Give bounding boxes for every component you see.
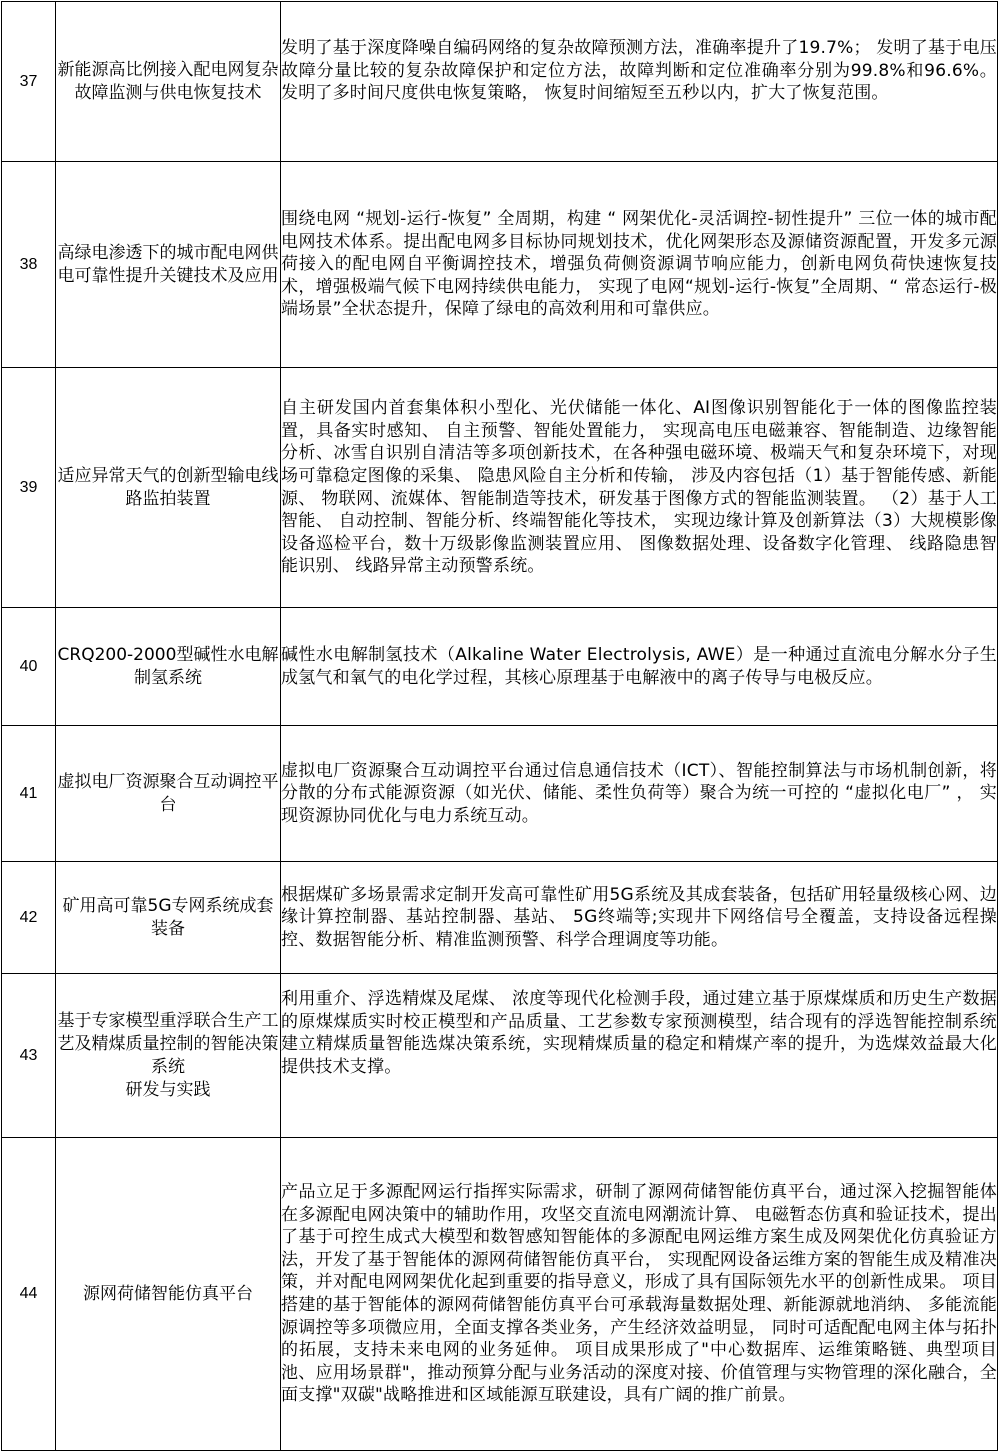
project-name: 虚拟电厂资源聚合互动调控平台 xyxy=(56,726,281,862)
table-row xyxy=(2,608,998,726)
project-description: 碱性水电解制氢技术（Alkaline Water Electrolysis, AWE）是一种通过直流电分解水分子生成氢气和氧气的电化学过程，其核心原理基于电解液中的离子传导与电极反应。 xyxy=(281,608,998,726)
table-row xyxy=(2,162,998,368)
project-description: 围绕电网 “规划-运行-恢复” 全周期，构建 “ 网架优化-灵活调控-韧性提升” 三位一体的城市配电网技术体系。提出配电网多目标协同规划技术，优化网架形态及源储资源配置，开发多元源荷接入的配电网自平衡调控技术，增强负荷侧资源调节响应能力，创新电网负荷快速恢复技术，增强极端气候下电网持续供电能力， 实现了电网“规划-运行-恢复”全周期、“ 常态运行-极端场景”全状态提升，保障了绿电的高效利用和可靠供应。 xyxy=(281,162,998,368)
project-description: 虚拟电厂资源聚合互动调控平台通过信息通信技术（ICT）、智能控制算法与市场机制创新，将分散的分布式能源资源（如光伏、储能、柔性负荷等）聚合为统一可控的 “虚拟化电厂” ， 实现资源协同优化与电力系统互动。 xyxy=(281,726,998,862)
project-name: CRQ200-2000型碱性水电解制氢系统 xyxy=(56,608,281,726)
row-number: 37 xyxy=(2,2,56,162)
project-name: 基于专家模型重浮联合生产工艺及精煤质量控制的智能决策系统 研发与实践 xyxy=(56,974,281,1138)
project-description: 利用重介、浮选精煤及尾煤、 浓度等现代化检测手段，通过建立基于原煤煤质和历史生产数据的原煤煤质实时校正模型和产品质量、工艺参数专家预测模型，结合现有的浮选智能控制系统建立精煤质量智能选煤决策系统，实现精煤质量的稳定和精煤产率的提升，为选煤效益最大化提供技术支撑。 xyxy=(281,974,998,1138)
project-name: 矿用高可靠5G专网系统成套装备 xyxy=(56,862,281,974)
row-number: 41 xyxy=(2,726,56,862)
project-description: 发明了基于深度降噪自编码网络的复杂故障预测方法，准确率提升了19.7%； 发明了基于电压故障分量比较的复杂故障保护和定位方法，故障判断和定位准确率分别为99.8%和96.6%。 发明了多时间尺度供电恢复策略， 恢复时间缩短至五秒以内，扩大了恢复范围。 xyxy=(281,2,998,162)
project-name: 高绿电渗透下的城市配电网供电可靠性提升关键技术及应用 xyxy=(56,162,281,368)
table-row xyxy=(2,1138,998,1451)
row-number: 39 xyxy=(2,368,56,608)
project-description: 产品立足于多源配网运行指挥实际需求，研制了源网荷储智能仿真平台，通过深入挖掘智能体在多源配电网决策中的辅助作用，攻坚交直流电网潮流计算、 电磁暂态仿真和验证技术，提出了基于可控生成式大模型和数智感知智能体的多源配电网运维方案生成及网架优化仿真验证方法，开发了基于智能体的源网荷储智能仿真平台， 实现配网设备运维方案的智能生成及精准决策，并对配电网网架优化起到重要的指导意义，形成了具有国际领先水平的创新性成果。 项目搭建的基于智能体的源网荷储智能仿真平台可承载海量数据处理、新能源就地消纳、 多能流能源调控等多项微应用，全面支撑各类业务，产生经济效益明显， 同时可适配配电网主体与拓扑的拓展，支持未来电网的业务延伸。 项目成果形成了"中心数据库、运维策略链、典型项目池、应用场景群"，推动预算分配与业务活动的深度对接、价值管理与实物管理的深化融合，全面支撑"双碳"战略推进和区域能源互联建设，具有广阔的推广前景。 xyxy=(281,1138,998,1451)
project-description: 自主研发国内首套集体积小型化、光伏储能一体化、AI图像识别智能化于一体的图像监控装置，具备实时感知、 自主预警、智能处置能力， 实现高电压电磁兼容、智能制造、边缘智能分析、冰雪自识别自清洁等多项创新技术，在各种强电磁环境、极端天气和复杂环境下，对现场可靠稳定图像的采集、 隐患风险自主分析和传输， 涉及内容包括（1）基于智能传感、新能源、 物联网、流媒体、智能制造等技术，研发基于图像方式的智能监测装置。 （2）基于人工智能、 自动控制、智能分析、终端智能化等技术， 实现边缘计算及创新算法（3）大规模影像设备巡检平台，数十万级影像监测装置应用、 图像数据处理、设备数字化管理、 线路隐患智能识别、 线路异常主动预警系统。 xyxy=(281,368,998,608)
row-number: 44 xyxy=(2,1138,56,1451)
table-row xyxy=(2,862,998,974)
project-name: 新能源高比例接入配电网复杂故障监测与供电恢复技术 xyxy=(56,2,281,162)
project-name: 适应异常天气的创新型输电线路监拍装置 xyxy=(56,368,281,608)
project-description: 根据煤矿多场景需求定制开发高可靠性矿用5G系统及其成套装备，包括矿用轻量级核心网、边缘计算控制器、基站控制器、基站、 5G终端等;实现井下网络信号全覆盖，支持设备远程操控、数据智能分析、精准监测预警、科学合理调度等功能。 xyxy=(281,862,998,974)
table-row xyxy=(2,368,998,608)
table-row xyxy=(2,726,998,862)
row-number: 43 xyxy=(2,974,56,1138)
row-number: 38 xyxy=(2,162,56,368)
projects-table xyxy=(1,1,998,1451)
table-row xyxy=(2,2,998,162)
table-row xyxy=(2,974,998,1138)
row-number: 42 xyxy=(2,862,56,974)
row-number: 40 xyxy=(2,608,56,726)
project-name: 源网荷储智能仿真平台 xyxy=(56,1138,281,1451)
